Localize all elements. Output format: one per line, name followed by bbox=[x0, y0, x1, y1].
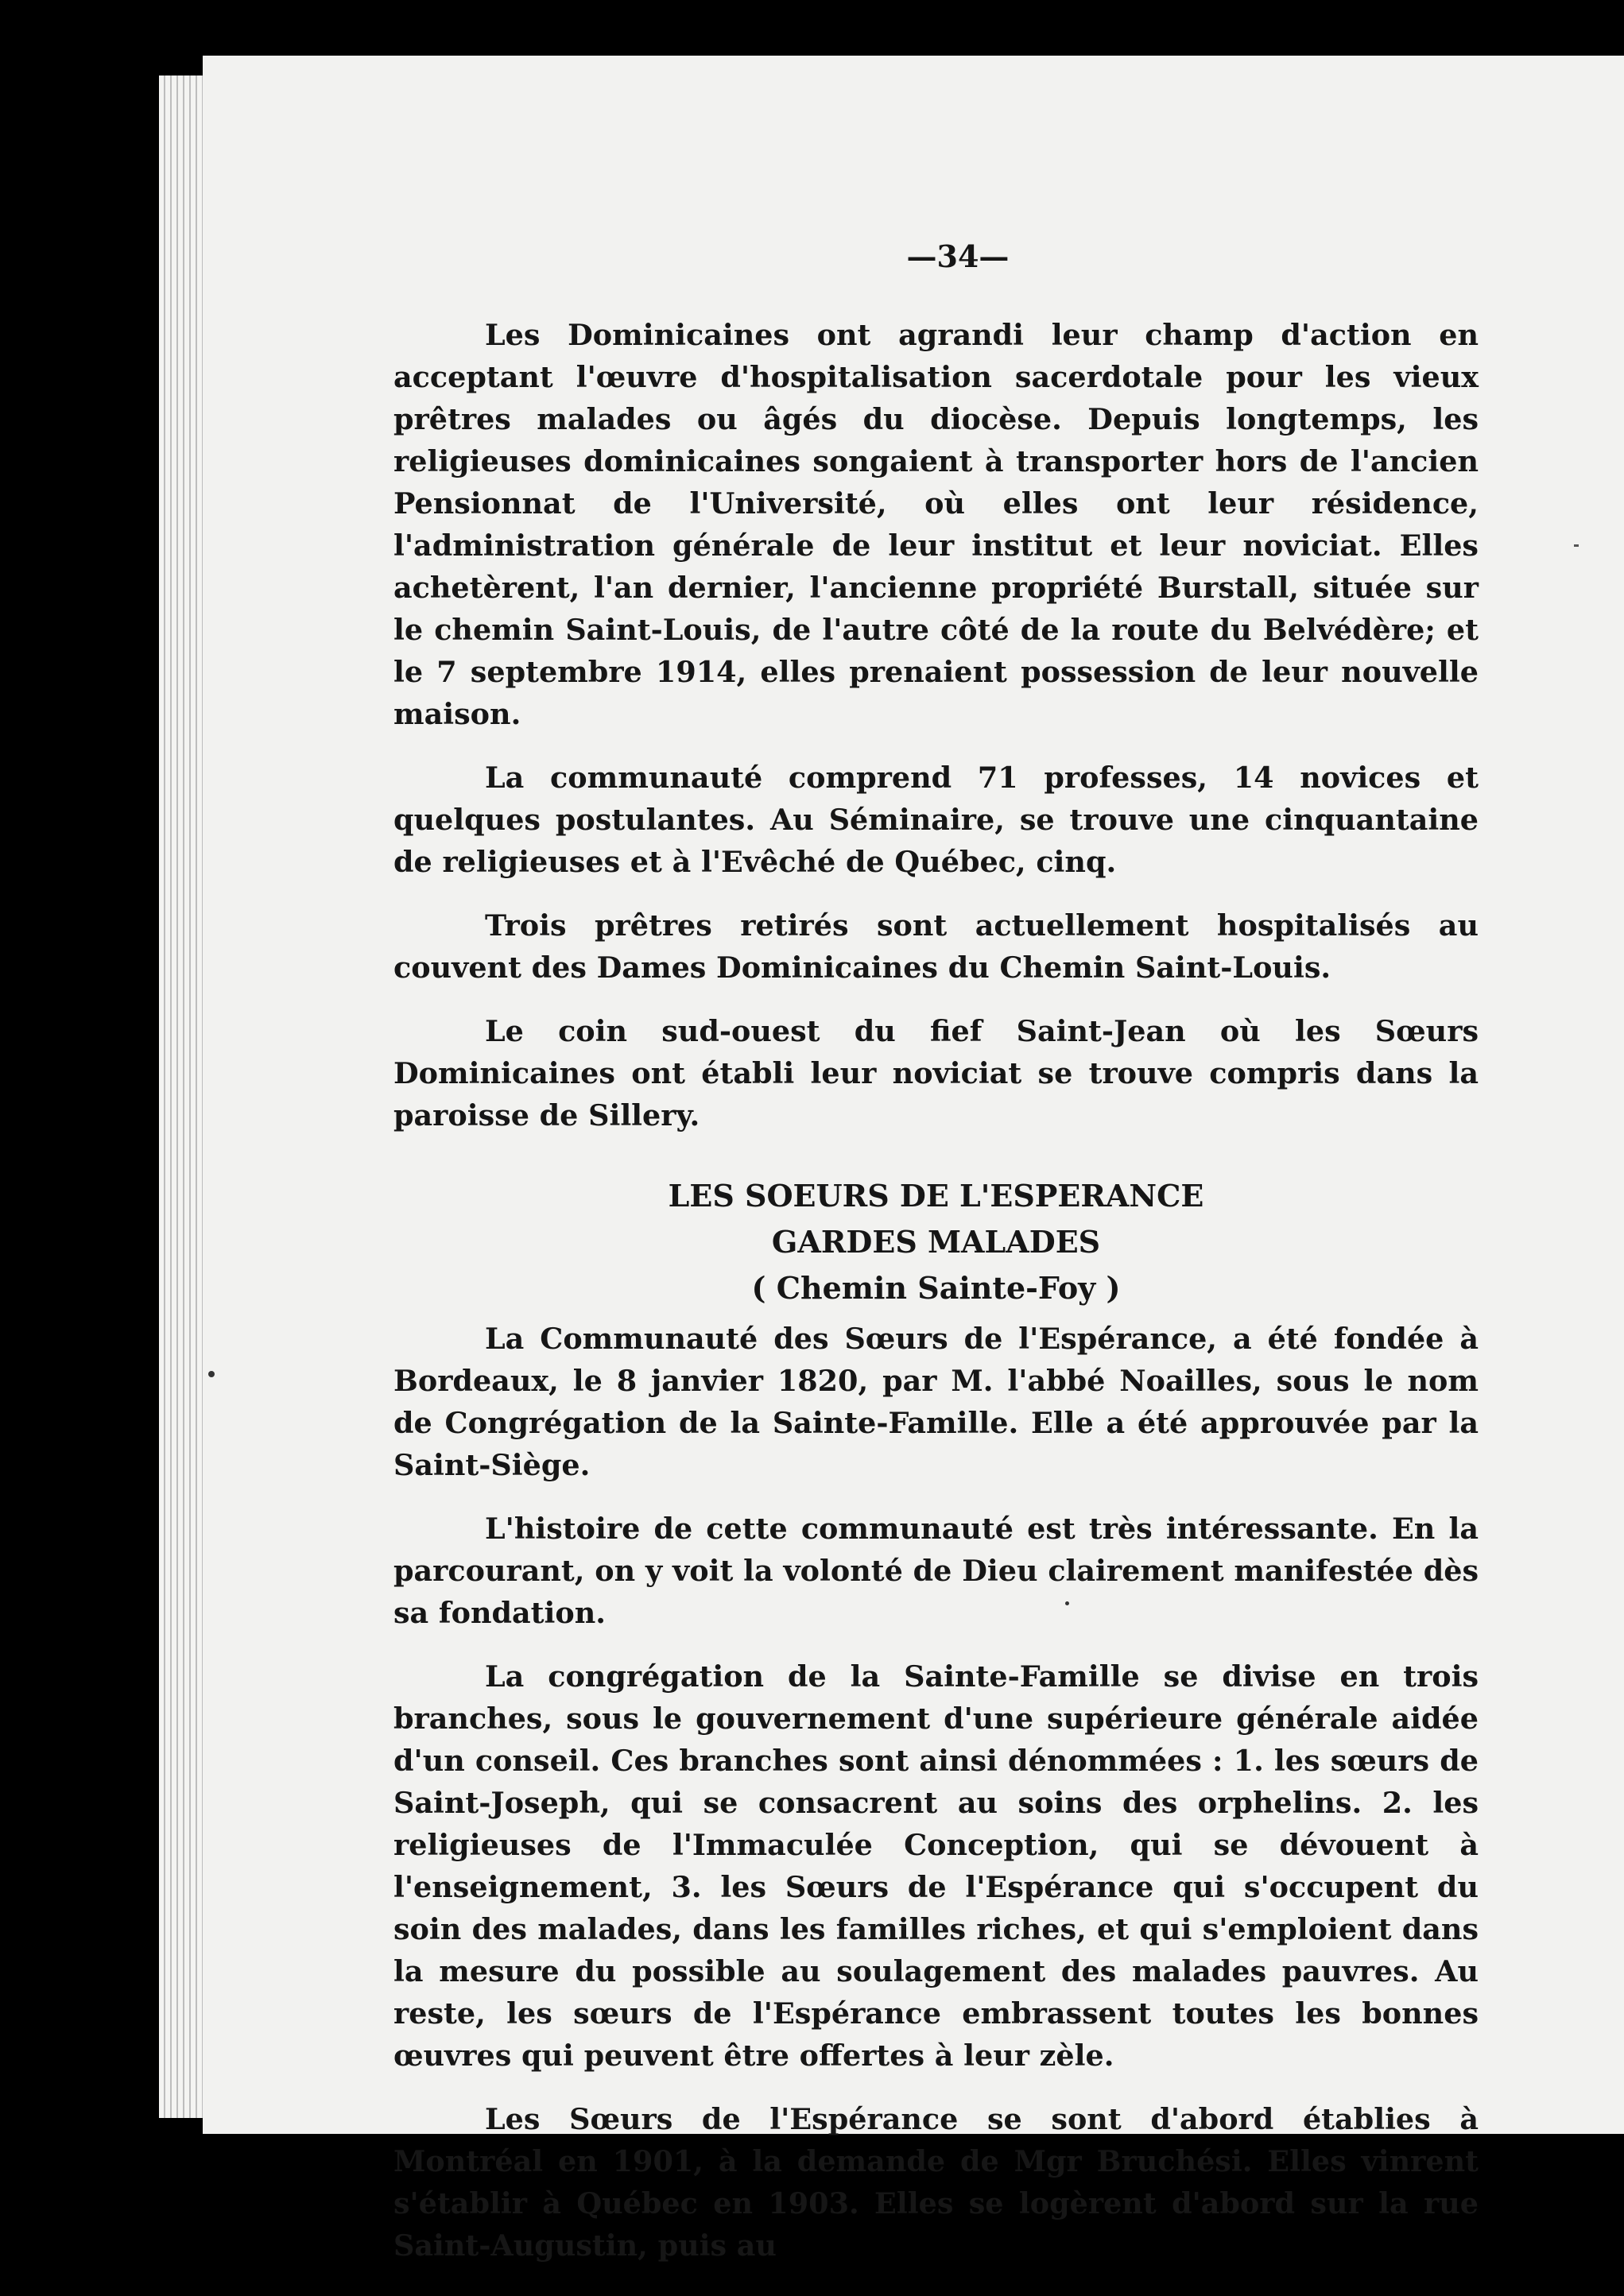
paragraph-coin-sud-ouest: Le coin sud-ouest du fief Saint-Jean où les Sœurs Dominicaines ont établi leur noviciat se trouve compris dans la paroisse de Sillery. bbox=[393, 1014, 1479, 1133]
paragraph-histoire: L'histoire de cette communauté est très intéressante. En la parcourant, on y voit la volonté de Dieu clairement manifestée dès sa fondation. bbox=[393, 1512, 1479, 1630]
scan-speck bbox=[1574, 544, 1579, 547]
page-text bbox=[393, 314, 1479, 2288]
section-heading-title: LES SOEURS DE L'ESPERANCE bbox=[668, 1178, 1204, 1214]
paragraph-dominicaines-oeuvre: Les Dominicaines ont agrandi leur champ d'action en acceptant l'œuvre d'hospitalisation sacerdotale pour les vieux prêtres malades ou âgés du diocèse. Depuis longtemps, les religieuses dominicaines songaient à transporter hors de l'ancien Pensionnat de l'Université, où elles ont leur résidence, l'administration générale de leur institut et leur noviciat. Elles achetèrent, l'an dernier, l'ancienne propriété Burstall, située sur le chemin Saint-Louis, de l'autre côté de la route du Belvédère; et le 7 septembre 1914, elles prenaient possession de leur nouvelle maison. bbox=[393, 318, 1479, 731]
scan-speck bbox=[1065, 1601, 1069, 1605]
paragraph-communaute: La communauté comprend 71 professes, 14 novices et quelques postulantes. Au Séminaire, se trouve une cinquantaine de religieuses et à l'Evêché de Québec, cinq. bbox=[393, 761, 1479, 879]
scan-speck bbox=[208, 1371, 215, 1377]
paragraph-fondation: La Communauté des Sœurs de l'Espérance, a été fondée à Bordeaux, le 8 janvier 1820, par M. l'abbé Noailles, sous le nom de Congrégation de la Sainte-Famille. Elle a été approuvée par la Saint-Siège. bbox=[393, 1322, 1479, 1482]
paragraph-pretres-retires: Trois prêtres retirés sont actuellement hospitalisés au couvent des Dames Dominicaines du Chemin Saint-Louis. bbox=[393, 908, 1479, 985]
section-heading-subtitle: GARDES MALADES bbox=[771, 1224, 1101, 1260]
section-heading-location: ( Chemin Sainte-Foy ) bbox=[751, 1270, 1121, 1306]
paragraph-etablissement: Les Sœurs de l'Espérance se sont d'abord établies à Montréal en 1901, à la demande de Mgr Bruchési. Elles vinrent s'établir à Québec en 1903. Elles se logèrent d'abord sur la rue Saint-Augustin, puis au bbox=[393, 2102, 1479, 2263]
page-number: —34— bbox=[906, 238, 1010, 274]
paragraph-branches: La congrégation de la Sainte-Famille se divise en trois branches, sous le gouvernement d'une supérieure générale aidée d'un conseil. Ces branches sont ainsi dénommées : 1. les sœurs de Saint-Joseph, qui se consacrent au soins des orphelins. 2. les religieuses de l'Immaculée Conception, qui se dévouent à l'enseignement, 3. les Sœurs de l'Espérance qui s'occupent du soin des malades, dans les familles riches, et qui s'emploient dans la mesure du possible au soulagement des malades pauvres. Au reste, les sœurs de l'Espérance embrassent toutes les bonnes œuvres qui peuvent être offertes à leur zèle. bbox=[393, 1659, 1479, 2073]
